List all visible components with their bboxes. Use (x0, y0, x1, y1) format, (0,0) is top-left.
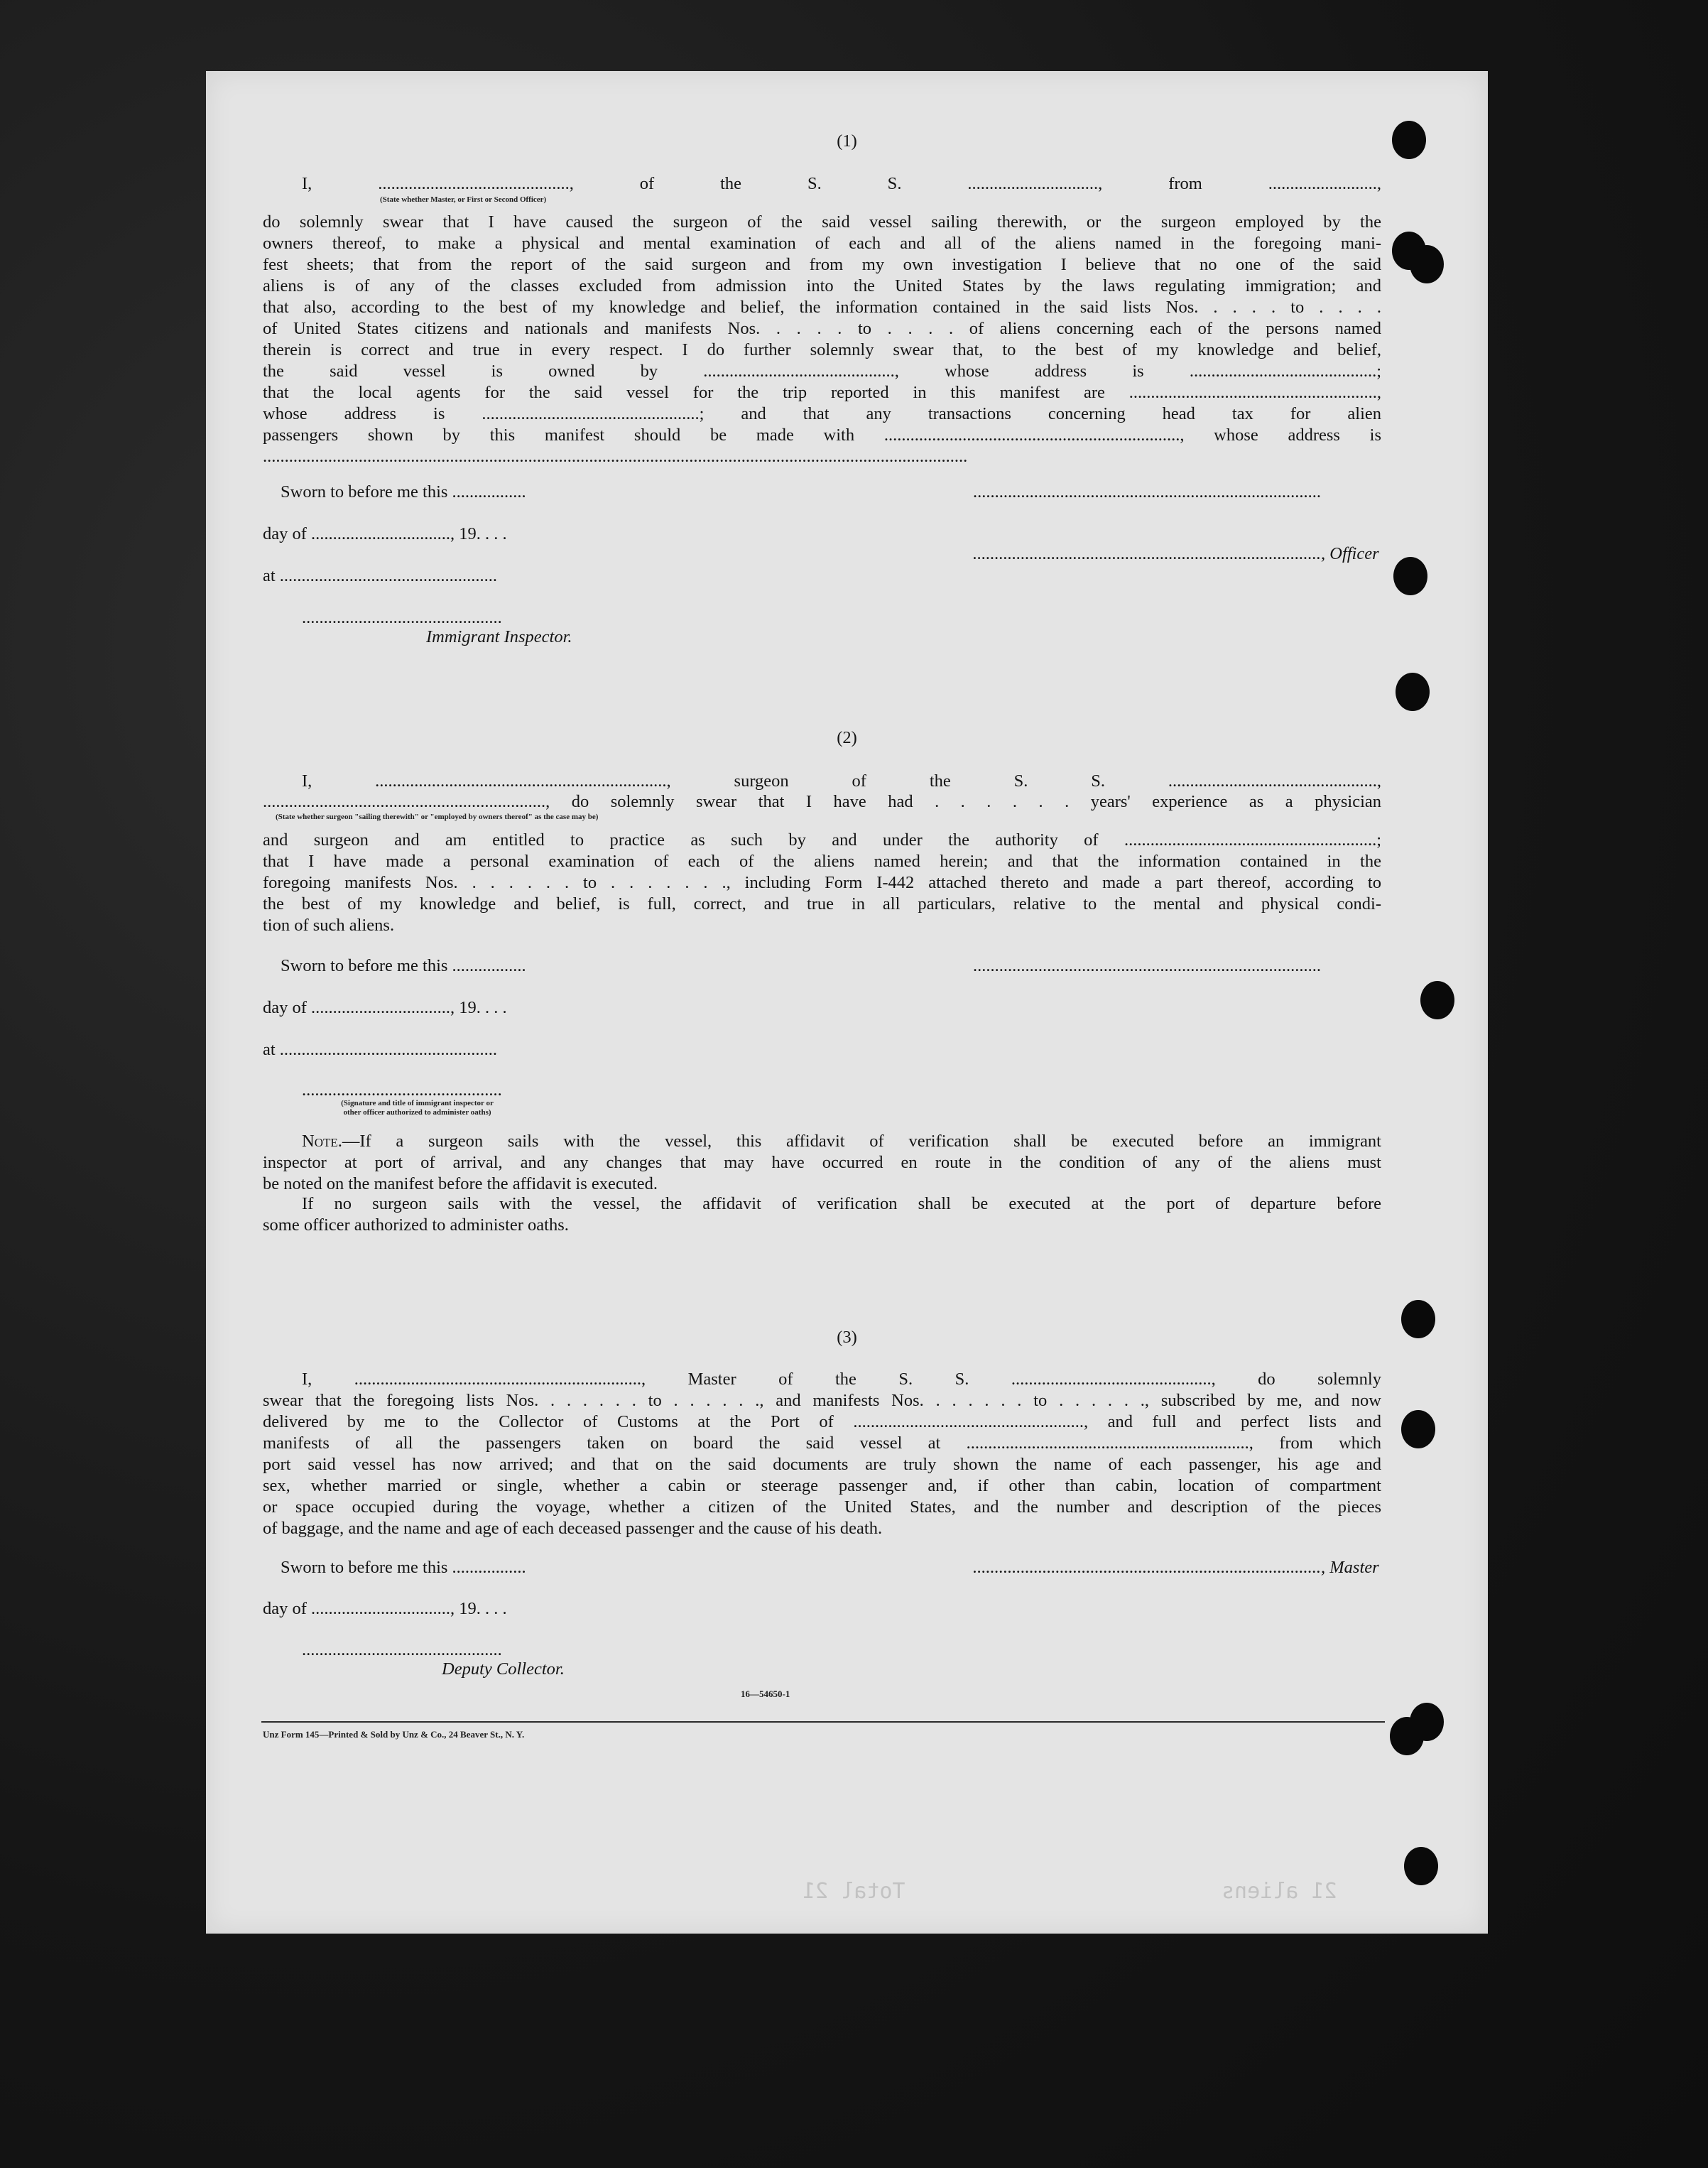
section-2-inspector-signature-line: .............................................. (302, 1080, 502, 1100)
section-1-line: the said vessel is owned by ............................................, whose address is ...........................................; (263, 362, 1381, 381)
section-1-line: passengers shown by this manifest should be made with ...................................................................., whose address is (263, 426, 1381, 445)
footer-rule (261, 1721, 1385, 1723)
section-1-line: therein is correct and true in every respect. I do further solemnly swear that, to the best of my knowledge and belief, (263, 340, 1381, 359)
section-2-at-line: at .................................................. (263, 1040, 498, 1059)
section-1-sworn-line: Sworn to before me this ................. (281, 482, 526, 502)
printer-imprint: Unz Form 145—Printed & Sold by Unz & Co., 24 Beaver St., N. Y. (263, 1729, 525, 1740)
section-2-opening-line: I, ..................................................................., surgeon of the S. S. ................................................, (302, 771, 1381, 791)
section-1-line: aliens is of any of the classes excluded from admission into the United States by the laws regulating immigration; and (263, 276, 1381, 296)
section-2-line: and surgeon and am entitled to practice as such by and under the authority of ..........................................................; (263, 830, 1381, 850)
section-2-line: foregoing manifests Nos. . . . . . . to . . . . . . ., including Form I-442 attached thereto and made a part thereof, according to (263, 873, 1381, 892)
note-line: some officer authorized to administer oaths. (263, 1215, 569, 1235)
section-2-number: (2) (837, 728, 857, 747)
form-code: 16—54650-1 (741, 1689, 790, 1699)
section-2-hint: (State whether surgeon "sailing therewith" or "employed by owners thereof" as the case may be) (276, 813, 599, 821)
section-1-immigrant-inspector: Immigrant Inspector. (426, 627, 572, 646)
section-3-number: (3) (837, 1328, 857, 1347)
section-1-line: of United States citizens and nationals and manifests Nos. . . . . to . . . . of aliens concerning each of the persons named (263, 319, 1381, 338)
section-2-day-line: day of ................................, 19. . . . (263, 998, 507, 1017)
section-1-opening-line: I, ............................................, of the S. S. .............................., from ........................., (302, 174, 1381, 193)
section-3-line: I, .................................................................., Master of the S. S. .............................................., do solemnly (302, 1370, 1381, 1389)
section-1-line: owners thereof, to make a physical and mental examination of each and all of the aliens named in the foregoing mani- (263, 234, 1381, 253)
section-2-line: that I have made a personal examination of each of the aliens named herein; and that the information contained in the (263, 852, 1381, 871)
section-2-signature-line: ................................................................................ (973, 956, 1321, 975)
section-3-line: or space occupied during the voyage, whether a citizen of the United States, and the number and description of the pieces (263, 1497, 1381, 1517)
note-line: inspector at port of arrival, and any changes that may have occurred en route in the condition of any of the aliens must (263, 1153, 1381, 1172)
manifest-verification-page (206, 71, 1488, 1934)
section-3-line: delivered by me to the Collector of Customs at the Port of ....................................................., and full and perfect lists and (263, 1412, 1381, 1431)
section-1-line: that also, according to the best of my knowledge and belief, the information contained in the said lists Nos. . . . . to . . . . (263, 298, 1381, 317)
punch-hole (1393, 557, 1427, 595)
section-1-line: that the local agents for the said vessel for the trip reported in this manifest are ........................................................., (263, 383, 1381, 402)
punch-hole (1401, 1410, 1435, 1448)
punch-hole (1410, 245, 1444, 283)
note-line: be noted on the manifest before the affidavit is executed. (263, 1174, 658, 1193)
punch-hole (1404, 1847, 1438, 1885)
punch-hole (1396, 673, 1430, 711)
section-1-line: .................................................................................................................................................................. (263, 447, 968, 466)
section-2-sworn-line: Sworn to before me this ................. (281, 956, 526, 975)
section-1-line: whose address is ..................................................; and that any transactions concerning head tax for alien (263, 404, 1381, 423)
section-3-deputy-collector: Deputy Collector. (442, 1659, 565, 1679)
note-line: If no surgeon sails with the vessel, the affidavit of verification shall be executed at the port of departure before (302, 1194, 1381, 1213)
punch-hole (1410, 1703, 1444, 1741)
punch-hole (1420, 981, 1454, 1019)
section-1-day-line: day of ................................, 19. . . . (263, 524, 507, 543)
section-2-sig-caption-1: (Signature and title of immigrant inspector or (341, 1099, 494, 1107)
section-3-master-line: ................................................................................, Master (973, 1558, 1379, 1577)
note-text: —If a surgeon sails with the vessel, this affidavit of verification shall be executed before an immigrant (342, 1132, 1381, 1151)
section-2-line: tion of such aliens. (263, 916, 395, 935)
note-line-1 (302, 1131, 1381, 1152)
mirrored-bleed-text-total: Total 21 (803, 1879, 905, 1904)
section-1-hint: (State whether Master, or First or Second Officer) (380, 195, 547, 204)
section-3-collector-signature-line: .............................................. (302, 1640, 502, 1659)
section-1-signature-line: ................................................................................ (973, 482, 1321, 502)
section-3-line: manifests of all the passengers taken on board the said vessel at ................................................................., from which (263, 1433, 1381, 1453)
section-2-line: the best of my knowledge and belief, is full, correct, and true in all particulars, relative to the mental and physical condi- (263, 894, 1381, 914)
section-3-line: sex, whether married or single, whether a cabin or steerage passenger and, if other than cabin, location of compartment (263, 1476, 1381, 1495)
mirrored-bleed-text-aliens: 21 aliens (1222, 1879, 1337, 1904)
section-1-at-line: at .................................................. (263, 566, 498, 585)
section-3-line: swear that the foregoing lists Nos. . . . . . . to . . . . . ., and manifests Nos. . . . . . . to . . . . . ., subscribed by me, and now (263, 1391, 1381, 1410)
section-1-inspector-signature-line: .............................................. (302, 608, 502, 627)
section-1-number: (1) (837, 131, 857, 151)
section-1-line: fest sheets; that from the report of the said surgeon and from my own investigation I believe that no one of the said (263, 255, 1381, 274)
section-2-second-line: ................................................................., do solemnly swear that I have had . . . . . . years' experience as a physician (263, 792, 1381, 811)
section-1-line: do solemnly swear that I have caused the surgeon of the said vessel sailing therewith, or the surgeon employed by the (263, 212, 1381, 232)
punch-hole (1392, 121, 1426, 159)
section-3-sworn-line: Sworn to before me this ................. (281, 1558, 526, 1577)
note-label: Note. (302, 1132, 342, 1151)
section-2-sig-caption-2: other officer authorized to administer oaths) (343, 1108, 491, 1117)
section-3-day-line: day of ................................, 19. . . . (263, 1599, 507, 1618)
section-3-line: port said vessel has now arrived; and that on the said documents are truly shown the name of each passenger, his age and (263, 1455, 1381, 1474)
section-3-line: of baggage, and the name and age of each deceased passenger and the cause of his death. (263, 1519, 883, 1538)
section-1-officer-line: ................................................................................, Officer (973, 544, 1379, 563)
punch-hole (1401, 1300, 1435, 1338)
